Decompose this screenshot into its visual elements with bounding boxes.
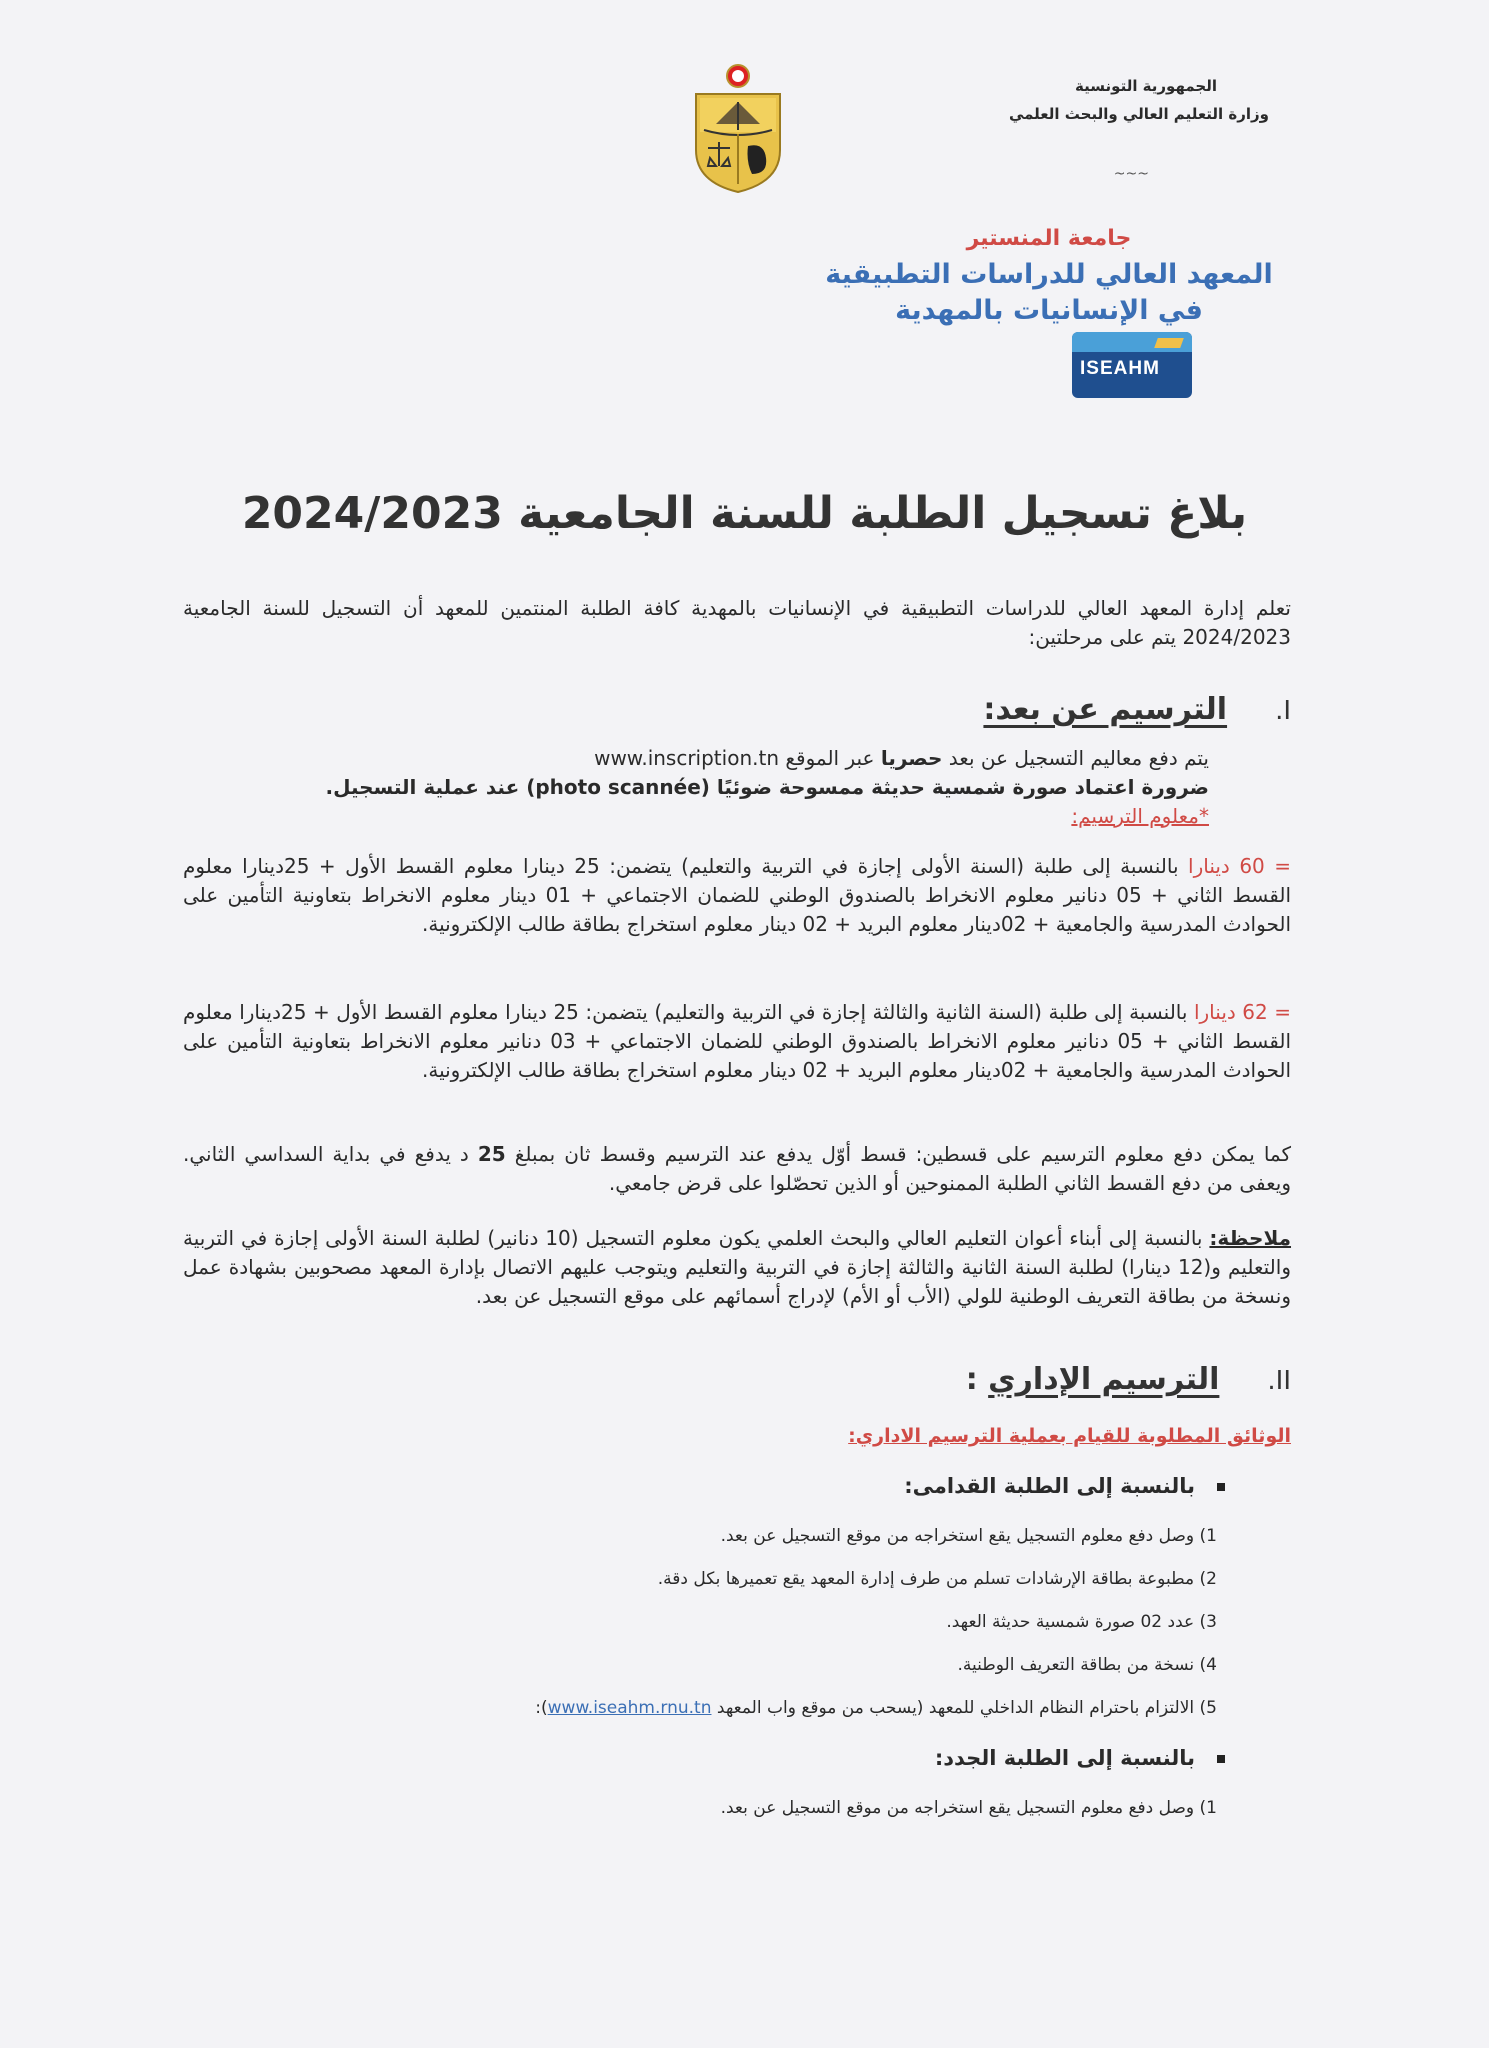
old-students-item-3: 3) عدد 02 صورة شمسية حديثة العهد. — [946, 1612, 1217, 1632]
institution-block — [769, 226, 1329, 329]
old-students-item-5: 5) الالتزام باحترام النظام الداخلي للمعهد (يسحب من موقع واب المعهد www.iseahm.rnu.tn): — [535, 1698, 1217, 1718]
section2-title: الترسيم الإداري — [988, 1362, 1220, 1397]
remote-payment-line: يتم دفع معاليم التسجيل عن بعد حصريا عبر الموقع www.inscription.tn — [594, 746, 1209, 770]
documents-required-label: الوثائق المطلوبة للقيام بعملية الترسيم الاداري: — [848, 1425, 1291, 1447]
graduation-cap-icon — [1154, 338, 1184, 348]
new-students-item-1: 1) وصل دفع معلوم التسجيل يقع استخراجه من موقع التسجيل عن بعد. — [720, 1798, 1217, 1818]
fees-label: *معلوم الترسيم: — [1071, 804, 1209, 828]
new-students-heading: بالنسبة إلى الطلبة الجدد: — [935, 1746, 1225, 1770]
institute-name-line1: المعهد العالي للدراسات التطبيقية — [825, 259, 1273, 290]
old-students-heading: بالنسبة إلى الطلبة القدامى: — [904, 1474, 1225, 1498]
university-name: جامعة المنستير — [966, 226, 1132, 251]
section1-title: الترسيم عن بعد: — [983, 692, 1228, 727]
fees-paragraph-second-third-year: = 62 دينارا بالنسبة إلى طلبة (السنة الثانية والثالثة إجازة في التربية والتعليم) يتضمن: 25 دينارا معلوم القسط الأول + 25دينارا معلوم القسط الثاني + 05 دنانير معلوم الانخراط بالصندوق الوطني للضمان الاجتماعي + 03 دنانير معلوم الانخراط بتعاونية التأمين على الحوادث المدرسية والجامعية + 02دينار معلوم البريد + 02 دينار معلوم استخراج بطاقة طالب الإلكترونية. — [183, 1000, 1291, 1082]
note-paragraph: ملاحظة: بالنسبة إلى أبناء أعوان التعليم العالي والبحث العلمي يكون معلوم التسجيل (10 دنانير) لطلبة السنة الأولى إجازة في التربية والتعليم و(12 دينارا) لطلبة السنة الثانية والثالثة إجازة في التربية والتعليم ويتوجب عليهم الاتصال بإدارة المعهد مصحوبين بشهادة عمل ونسخة من بطاقة التعريف الوطنية للولي (الأب أو الأم) لإدراج أسمائهم على موقع التسجيل عن بعد. — [183, 1226, 1292, 1308]
amount-60: = 60 دينارا — [1188, 854, 1291, 878]
amount-62: = 62 دينارا — [1193, 1000, 1291, 1024]
section1-numeral: I. — [1275, 696, 1291, 726]
note-label: ملاحظة: — [1209, 1226, 1292, 1250]
section1-heading — [983, 692, 1291, 727]
ministry-name: وزارة التعليم العالي والبحث العلمي — [1008, 105, 1269, 123]
old-students-item-2: 2) مطبوعة بطاقة الإرشادات تسلم من طرف إدارة المعهد يقع تعميرها بكل دقة. — [657, 1569, 1217, 1589]
iseahm-logo — [1072, 332, 1192, 398]
iseahm-website-link[interactable]: www.iseahm.rnu.tn — [547, 1698, 712, 1718]
tilde-divider: ~~~ — [1113, 166, 1149, 182]
section2-numeral: II. — [1267, 1366, 1291, 1396]
page-title: بلاغ تسجيل الطلبة للسنة الجامعية 2024/2023 — [241, 488, 1248, 539]
photo-requirement-line: ضرورة اعتماد صورة شمسية حديثة ممسوحة ضوئيًا (photo scannée) عند عملية التسجيل. — [325, 775, 1209, 799]
inscription-site: www.inscription.tn — [594, 746, 779, 770]
logo-text: ISEAHM — [1080, 358, 1160, 379]
remote-registration-lines — [209, 744, 1209, 831]
republic-name: الجمهورية التونسية — [1075, 77, 1217, 95]
old-students-item-4: 4) نسخة من بطاقة التعريف الوطنية. — [957, 1655, 1217, 1675]
coat-of-arms-icon — [686, 62, 790, 196]
section2-heading: II.الترسيم الإداري : — [965, 1362, 1291, 1397]
old-students-item-1: 1) وصل دفع معلوم التسجيل يقع استخراجه من موقع التسجيل عن بعد. — [720, 1526, 1217, 1546]
intro-paragraph: تعلم إدارة المعهد العالي للدراسات التطبيقية في الإنسانيات بالمهدية كافة الطلبة المنتمين للمعهد أن التسجيل للسنة الجامعية 2024/2023 يتم على مرحلتين: — [183, 596, 1291, 649]
fees-paragraph-first-year: = 60 دينارا بالنسبة إلى طلبة (السنة الأولى إجازة في التربية والتعليم) يتضمن: 25 دينارا معلوم القسط الأول + 25دينارا معلوم القسط الثاني + 05 دنانير معلوم الانخراط بالصندوق الوطني للضمان الاجتماعي + 01 دينار معلوم الانخراط بتعاونية التأمين على الحوادث المدرسية والجامعية + 02دينار معلوم البريد + 02 دينار معلوم استخراج بطاقة طالب الإلكترونية. — [183, 854, 1291, 936]
institute-name-line2: في الإنسانيات بالمهدية — [895, 295, 1203, 326]
ministry-header — [969, 72, 1269, 128]
installment-paragraph: كما يمكن دفع معلوم الترسيم على قسطين: قسط أوّل يدفع عند الترسيم وقسط ثان بمبلغ 25 د يدفع في بداية السداسي الثاني. ويعفى من دفع القسط الثاني الطلبة الممنوحين أو الذين تحصّلوا على قرض جامعي. — [183, 1142, 1292, 1195]
exclusive-word: حصريا — [880, 746, 943, 770]
